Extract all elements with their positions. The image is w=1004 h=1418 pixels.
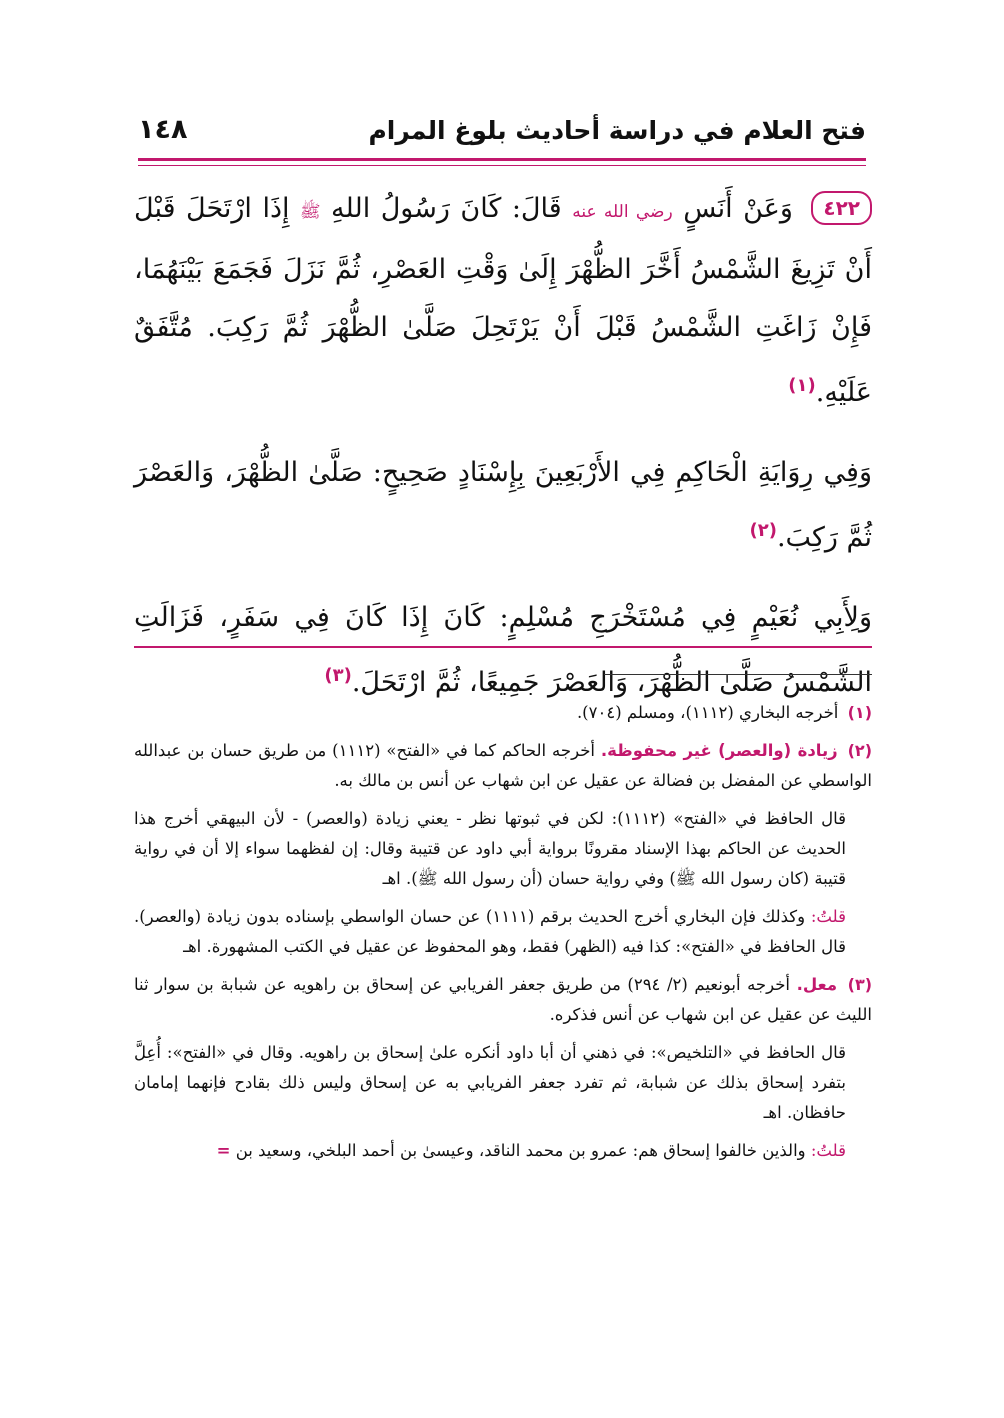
hadith-text-a: وَعَنْ أَنَسٍ	[683, 193, 793, 224]
hadith-text-2: وَفِي رِوَايَةِ الْحَاكِمِ فِي الأَرْبَعِينَ بِإِسْنَادٍ صَحِيحٍ: صَلَّىٰ الظُّهْرَ، وَالعَصْرَ ثُمَّ رَكِبَ.	[134, 457, 872, 553]
footnote-text: قال الحافظ في «الفتح» (١١١٢): لكن في ثبوتها نظر - يعني زيادة (والعصر) - لأن البيهقي أخرج هذا الحديث عن الحاكم بهذا الإسناد مقرونًا برواية أبي داود عن قتيبة وقال: إن لفظهما سواء إلا أن في رواية قتيبة (كان رسول الله ﷺ) وفي رواية حسان (أن رسول الله ﷺ). اهـ	[134, 809, 847, 888]
footnote-2-paragraph-2	[134, 804, 872, 894]
honorific-radiallah: رضي الله عنه	[572, 202, 673, 222]
hadith-paragraph-2	[134, 444, 872, 567]
header-rule	[138, 158, 866, 161]
footnote-text: قال الحافظ في «التلخيص»: في ذهني أن أبا داود أنكره علىٰ إسحاق بن راهويه. وقال في «الفتح»: أُعِلَّ بتفرد إسحاق بذلك عن شبابة، ثم تفرد جعفر الفريابي به عن إسحاق وليس ذلك بقادح فإنهما إمامان حافظان. اهـ	[134, 1043, 846, 1122]
footnote-3-paragraph-2	[134, 1038, 872, 1128]
footnote-verdict: معل.	[796, 975, 838, 994]
footnote-text: أخرجه البخاري (١١١٢)، ومسلم (٧٠٤).	[576, 703, 839, 722]
footnote-ref-1[interactable]: (١)	[788, 375, 816, 396]
footnote-2	[134, 736, 872, 796]
footnote-verdict: زيادة (والعصر) غير محفوظة.	[600, 741, 838, 760]
page-number: ١٤٨	[138, 114, 188, 145]
footnote-text: أخرجه أبونعيم (٢/ ٢٩٤) من طريق جعفر الفريابي عن إسحاق بن راهويه عن شبابة بن سوار ثنا الليث عن عقيل عن ابن شهاب عن أنس فذكره.	[134, 975, 872, 1024]
footnote-number: (٢)	[847, 741, 872, 760]
qult-label: قلتُ:	[810, 1141, 846, 1160]
footnote-3-paragraph-3	[134, 1136, 872, 1166]
hadith-body	[134, 180, 872, 712]
footnote-number: (١)	[847, 703, 872, 722]
footnote-number: (٣)	[847, 975, 873, 994]
footnote-1	[134, 698, 872, 728]
footnote-3	[134, 970, 872, 1030]
header-rule-thin	[138, 165, 866, 166]
qult-label: قلتُ:	[810, 907, 846, 926]
footnotes	[134, 698, 872, 1166]
honorific-salla: ﷺ	[299, 202, 321, 222]
hadith-paragraph-1	[134, 180, 872, 422]
footnote-ref-2[interactable]: (٢)	[749, 520, 777, 541]
footnote-ref-3[interactable]: (٣)	[324, 665, 352, 686]
footnote-2-paragraph-3	[134, 902, 872, 962]
hadith-paragraph-3	[134, 589, 872, 712]
hadith-text-3: وَلِأَبِي نُعَيْمٍ فِي مُسْتَخْرَجِ مُسْلِمٍ: كَانَ إِذَا كَانَ فِي سَفَرٍ، فَزَالَتِ الشَّمْسُ صَلَّىٰ الظُّهْرَ، وَالعَصْرَ جَمِيعًا، ثُمَّ ارْتَحَلَ.	[134, 602, 872, 698]
footnote-text: وكذلك فإن البخاري أخرج الحديث برقم (١١١١) عن حسان الواسطي بإسناده بدون زيادة (والعصر). قال الحافظ في «الفتح»: كذا فيه (الظهر) فقط، وهو المحفوظ عن عقيل في الكتب المشهورة. اهـ	[134, 907, 846, 956]
footnote-separator-rule	[604, 674, 872, 675]
hadith-text-b: قَالَ: كَانَ رَسُولُ اللهِ	[331, 193, 562, 224]
book-title: فتح العلام في دراسة أحاديث بلوغ المرام	[368, 116, 866, 145]
page-header	[138, 112, 866, 164]
footnote-text: أخرجه الحاكم كما في «الفتح» (١١١٢) من طريق حسان بن عبدالله الواسطي عن المفضل بن فضالة عن عقيل عن ابن شهاب عن أنس بن مالك به.	[134, 741, 872, 790]
body-separator-rule	[134, 646, 872, 648]
footnote-text: والذين خالفوا إسحاق هم: عمرو بن محمد الناقد، وعيسىٰ بن أحمد البلخي، وسعيد بن	[235, 1141, 806, 1160]
hadith-number-badge: ٤٢٢	[811, 191, 872, 225]
continuation-mark: =	[216, 1141, 231, 1160]
hadith-text-c: إِذَا ارْتَحَلَ قَبْلَ أَنْ تَزِيغَ الشَّمْسُ أَخَّرَ الظُّهْرَ إِلَىٰ وَقْتِ العَصْرِ، ثُمَّ نَزَلَ فَجَمَعَ بَيْنَهُمَا، فَإِنْ زَاغَتِ الشَّمْسُ قَبْلَ أَنْ يَرْتَحِلَ صَلَّىٰ الظُّهْرَ ثُمَّ رَكِبَ. مُتَّفَقٌ عَلَيْهِ.	[134, 193, 872, 408]
